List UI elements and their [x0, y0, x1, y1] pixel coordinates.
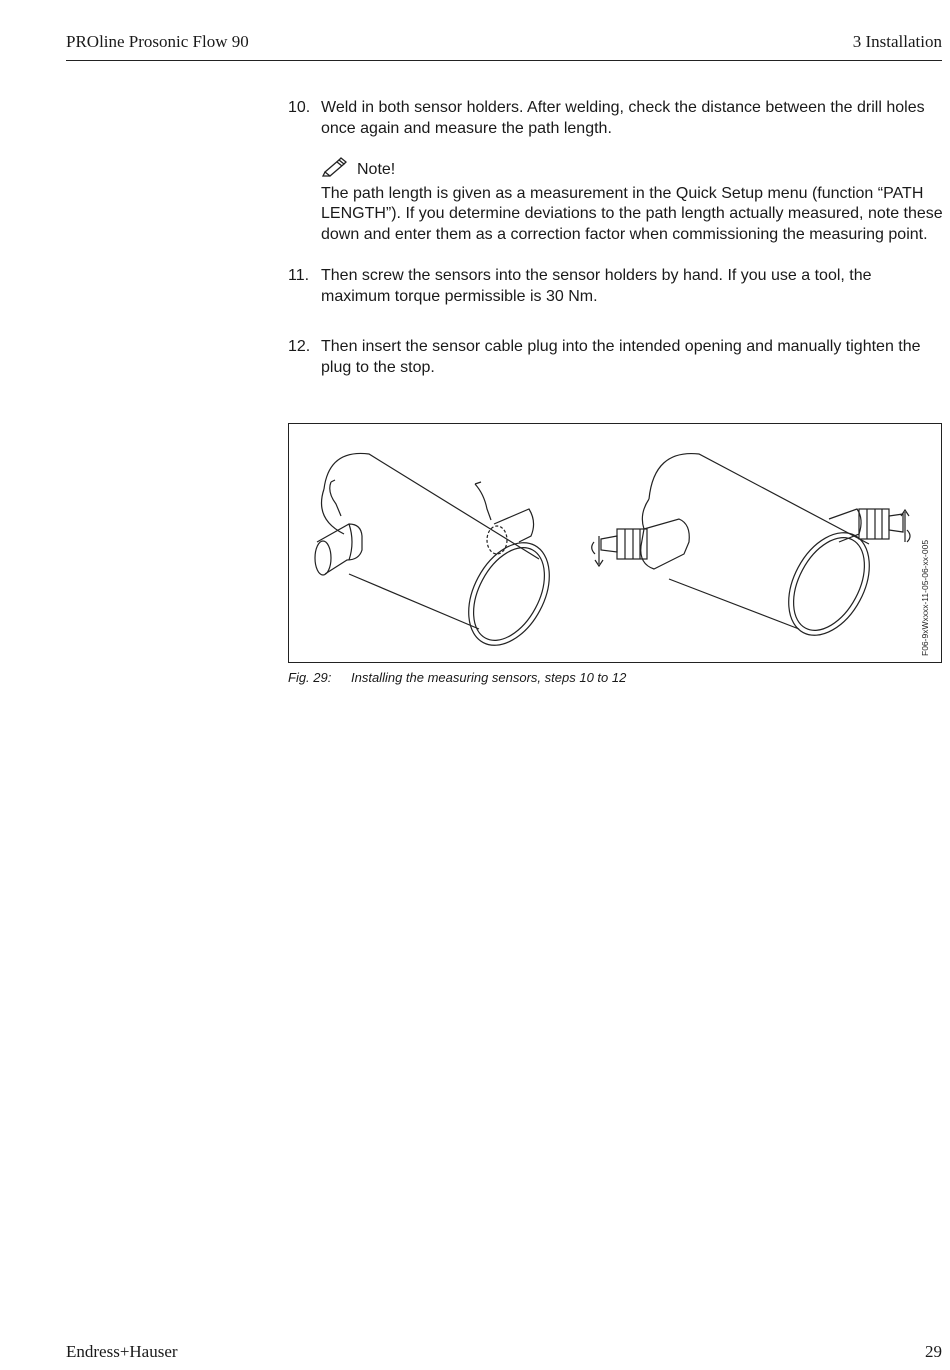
step-12 — [288, 337, 944, 378]
step-number: 10. — [288, 99, 311, 116]
section-title: 3 Installation — [852, 32, 942, 51]
pencil-icon — [321, 157, 349, 184]
page-number: 29 — [925, 1342, 942, 1361]
figure-caption — [288, 670, 626, 685]
brand-name: Endress+Hauser — [66, 1342, 178, 1361]
caption-text: Installing the measuring sensors, steps 10 to 12 — [351, 670, 627, 685]
step-11 — [288, 266, 944, 307]
page-header — [66, 30, 942, 61]
step-text: Then screw the sensors into the sensor holders by hand. If you use a tool, the maximum torque permissible is 30 Nm. — [321, 267, 872, 305]
step-number: 11. — [288, 267, 310, 284]
step-text: Then insert the sensor cable plug into the intended opening and manually tighten the plug to the stop. — [321, 338, 921, 376]
sensor-installation-illustration — [289, 424, 941, 662]
main-content — [288, 98, 944, 378]
step-10 — [288, 98, 944, 245]
note-text: The path length is given as a measurement in the Quick Setup menu (function “PATH LENGTH”). If you determine deviations to the path length actually measured, note these down and enter them as a correction factor when commissioning the measuring point. — [321, 184, 943, 243]
step-number: 12. — [288, 338, 311, 355]
step-text: Weld in both sensor holders. After welding, check the distance between the drill holes once again and measure the path length. — [321, 99, 925, 137]
installation-figure — [288, 423, 942, 663]
caption-label: Fig. 29: — [288, 670, 332, 685]
note-header — [321, 157, 944, 184]
document-title: PROline Prosonic Flow 90 — [66, 32, 249, 51]
note-title: Note! — [357, 161, 396, 178]
figure-code: F06-9xWxxxx-11-05-06-xx-005 — [920, 539, 930, 656]
page-footer — [66, 1342, 942, 1362]
